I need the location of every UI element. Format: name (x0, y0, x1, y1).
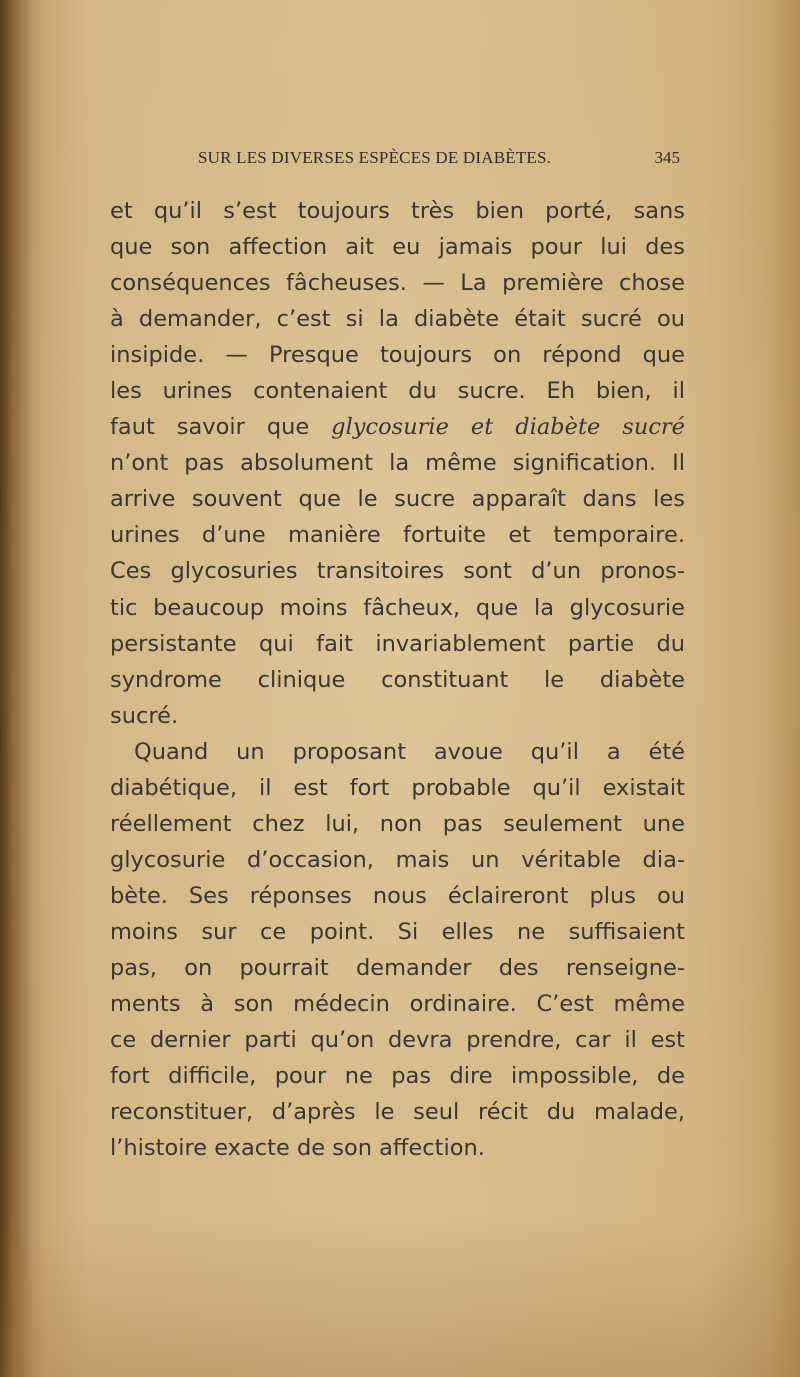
body-text (110, 193, 685, 1166)
text-line: urines d’une manière fortuite et temporaire. (110, 522, 685, 549)
text-line: à demander, c’est si la diabète était sucré ou (110, 306, 685, 333)
text-line: conséquences fâcheuses. — La première chose (110, 270, 685, 297)
text-line: moins sur ce point. Si elles ne suffisaient (110, 918, 685, 945)
text-line: n’ont pas absolument la même signification. Il (110, 450, 685, 477)
text-line: les urines contenaient du sucre. Eh bien, il (110, 378, 685, 405)
text-line: tic beaucoup moins fâcheux, que la glycosurie (110, 594, 685, 621)
text-line: insipide. — Presque toujours on répond que (110, 342, 685, 369)
text-line: bète. Ses réponses nous éclaireront plus ou (110, 882, 685, 909)
text-line: et qu’il s’est toujours très bien porté, sans (110, 198, 685, 224)
text-line: syndrome clinique constituant le diabète (110, 666, 685, 693)
running-title: SUR LES DIVERSES ESPÈCES DE DIABÈTES. (198, 148, 552, 167)
text-line: reconstituer, d’après le seul récit du malade, (110, 1099, 685, 1126)
text-line: persistante qui fait invariablement partie du (110, 630, 685, 657)
italic-emphasis: glycosurie et diabète sucré (331, 414, 685, 441)
paragraph-end-line: l’histoire exacte de son affection. (110, 1135, 485, 1162)
text-line: réellement chez lui, non pas seulement une (110, 810, 685, 837)
text-line: glycosurie d’occasion, mais un véritable dia- (110, 846, 685, 873)
text-line: arrive souvent que le sucre apparaît dans les (110, 486, 685, 513)
page-number: 345 (654, 148, 680, 167)
page-spine-shadow (0, 0, 46, 1377)
text-segment: faut savoir que (110, 414, 332, 441)
text-line: pas, on pourrait demander des renseigne- (110, 954, 685, 981)
paragraph-end-line: sucré. (110, 702, 179, 729)
text-line-with-emphasis (110, 409, 685, 445)
text-line: ments à son médecin ordinaire. C’est même (110, 991, 685, 1018)
text-line: fort difficile, pour ne pas dire impossible, de (110, 1063, 685, 1090)
paragraph-start-line: Quand un proposant avoue qu’il a été (134, 738, 685, 765)
text-line: diabétique, il est fort probable qu’il existait (110, 774, 685, 801)
page-bottom-shade (0, 1217, 800, 1377)
text-line: que son affection ait eu jamais pour lui des (110, 234, 685, 261)
text-line: ce dernier parti qu’on devra prendre, car il est (110, 1027, 685, 1054)
text-line: Ces glycosuries transitoires sont d’un pronos- (110, 558, 685, 585)
running-head (198, 148, 680, 178)
